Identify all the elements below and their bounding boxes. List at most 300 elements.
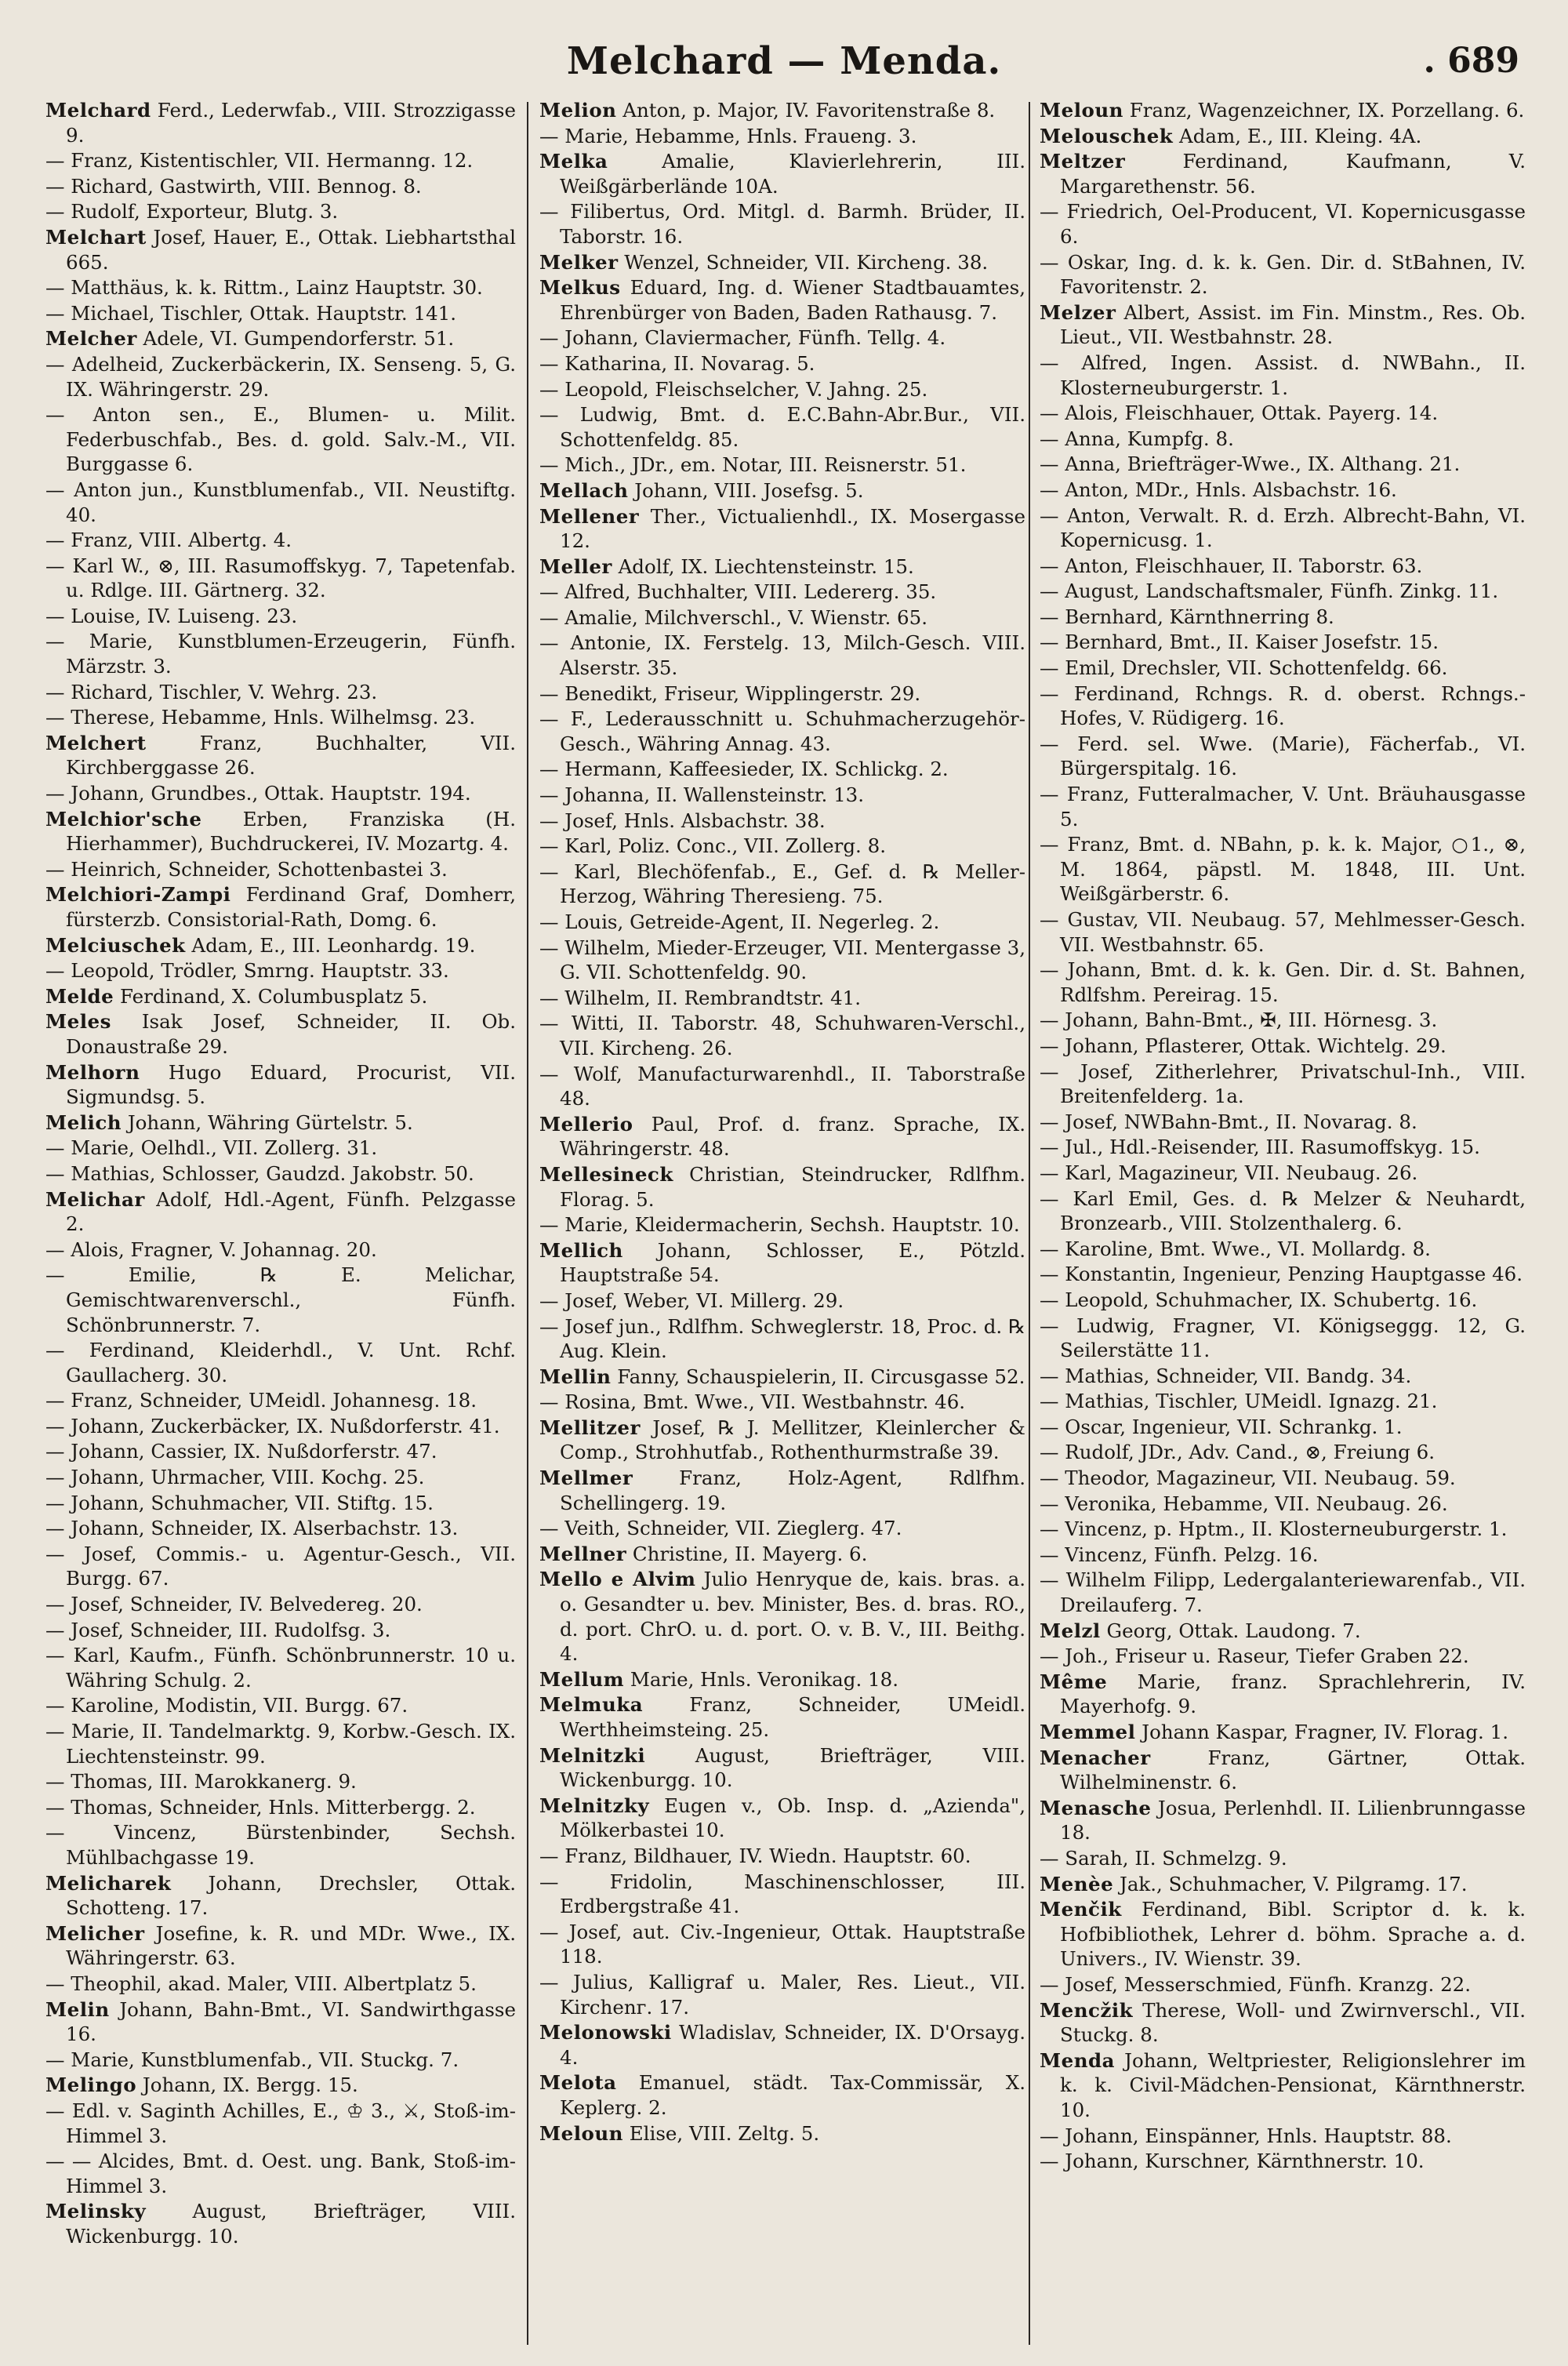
entry-text: Ferdinand, Bibl. Scriptor d. k. k. Hofbibliothek, Lehrer d. böhm. Sprache a. d. Univers., IV. Wienstr. 39. xyxy=(1060,1898,1526,1971)
directory-entry xyxy=(45,1871,516,1921)
entry-text: Ther., Victualienhdl., IX. Mosergasse 12. xyxy=(560,504,1025,553)
entry-text: — Hermann, Kaffeesieder, IX. Schlickg. 2. xyxy=(539,758,949,781)
directory-entry xyxy=(45,705,516,730)
directory-entry xyxy=(45,1542,516,1591)
entry-text: — Thomas, III. Marokkanerg. 9. xyxy=(45,1770,357,1794)
entry-text: — Jul., Hdl.-Reisender, III. Rasumoffskyg. 15. xyxy=(1040,1136,1480,1159)
entry-text: — Josef, aut. Civ.-Ingenieur, Ottak. Hauptstraße 118. xyxy=(539,1920,1025,1968)
entry-text: — Marie, Kunstblumen-Erzeugerin, Fünfh. Märzstr. 3. xyxy=(45,630,516,678)
entry-surname: Mellmer xyxy=(539,1466,633,1490)
entry-text: — Karl, Poliz. Conc., VII. Zollerg. 8. xyxy=(539,834,886,858)
directory-entry xyxy=(45,1972,516,1997)
entry-text: Albert, Assist. im Fin. Minstm., Res. Ob. Lieut., VII. Westbahnstr. 28. xyxy=(1060,300,1526,349)
column-left xyxy=(45,98,516,2349)
entry-surname: Melich xyxy=(45,1110,122,1134)
entry-surname: Menacher xyxy=(1040,1746,1151,1769)
directory-entry xyxy=(539,936,1025,985)
directory-entry xyxy=(45,1618,516,1643)
directory-entry xyxy=(539,757,1025,782)
entry-text: — Josef, Zitherlehrer, Privatschul-Inh., VIII. Breitenfelderg. 1a. xyxy=(1040,1059,1526,1108)
directory-entry xyxy=(1040,98,1526,123)
entry-surname: Mellach xyxy=(539,478,629,502)
directory-entry xyxy=(45,225,516,274)
directory-entry xyxy=(45,680,516,705)
entry-text: Eugen v., Ob. Insp. d. „Azienda", Mölkerbastei 10. xyxy=(560,1794,1025,1842)
directory-entry xyxy=(539,1542,1025,1567)
entry-text: Georg, Ottak. Laudong. 7. xyxy=(1100,1619,1361,1642)
directory-entry xyxy=(1040,2149,1526,2174)
directory-entry xyxy=(45,1491,516,1516)
entry-text: — Johann, Claviermacher, Fünfh. Tellg. 4. xyxy=(539,326,946,350)
entry-surname: Melinsky xyxy=(45,2200,147,2223)
entry-text: — Franz, Bmt. d. NBahn, p. k. k. Major, ○1., ⊗, M. 1864, päpstl. M. 1848, III. Unt. Weißgärberstr. 6. xyxy=(1040,833,1526,906)
column-divider xyxy=(1029,102,1030,2345)
directory-entry xyxy=(45,1238,516,1263)
entry-text: — Sarah, II. Schmelzg. 9. xyxy=(1040,1846,1287,1870)
directory-entry xyxy=(539,98,1025,123)
entry-surname: Melhorn xyxy=(45,1060,140,1084)
entry-text: — Marie, Kleidermacherin, Sechsh. Hauptstr. 10. xyxy=(539,1213,1020,1237)
entry-text: — Michael, Tischler, Ottak. Hauptstr. 141. xyxy=(45,301,457,325)
entry-surname: Meles xyxy=(45,1010,111,1034)
directory-entry xyxy=(1040,782,1526,831)
entry-text: — Gustav, VII. Neubaug. 57, Mehlmesser-Gesch. VII. Westbahnstr. 65. xyxy=(1040,908,1526,956)
entry-surname: Melchert xyxy=(45,731,147,754)
entry-text: — Leopold, Fleischselcher, V. Jahng. 25. xyxy=(539,377,928,401)
entry-text: — Rudolf, Exporteur, Blutg. 3. xyxy=(45,200,339,224)
entry-surname: Melion xyxy=(539,99,617,122)
directory-entry xyxy=(539,1162,1025,1212)
entry-text: Johann, IX. Bergg. 15. xyxy=(136,2073,358,2097)
entry-text: — Alfred, Ingen. Assist. d. NWBahn., II. Klosterneuburgerstr. 1. xyxy=(1040,351,1526,399)
directory-entry xyxy=(539,504,1025,554)
entry-surname: Mellesineck xyxy=(539,1162,673,1186)
entry-text: — Veronika, Hebamme, VII. Neubaug. 26. xyxy=(1040,1492,1448,1515)
directory-entry xyxy=(1040,1543,1526,1568)
directory-entry xyxy=(539,783,1025,808)
directory-entry xyxy=(1040,1720,1526,1745)
directory-entry xyxy=(45,1388,516,1413)
directory-entry xyxy=(45,275,516,300)
directory-entry xyxy=(1040,732,1526,781)
directory-entry xyxy=(1040,351,1526,400)
entry-text: — Franz, VIII. Albertg. 4. xyxy=(45,529,292,552)
entry-surname: Melichar xyxy=(45,1187,145,1211)
directory-entry xyxy=(539,1390,1025,1415)
entry-text: Hugo Eduard, Procurist, VII. Sigmundsg. 5. xyxy=(66,1060,516,1109)
entry-text: — Ludwig, Fragner, VI. Königseggg. 12, G. Seilerstätte 11. xyxy=(1040,1314,1526,1362)
directory-entry xyxy=(1040,1466,1526,1491)
directory-entry xyxy=(45,1136,516,1161)
entry-text: — Ferd. sel. Wwe. (Marie), Fächerfab., VI. Bürgerspitalg. 16. xyxy=(1040,732,1526,780)
directory-entry xyxy=(1040,1872,1526,1897)
page-number: . 689 xyxy=(1423,41,1519,81)
entry-surname: Melzer xyxy=(1040,300,1116,324)
entry-surname: Memmel xyxy=(1040,1721,1136,1743)
entry-text: Marie, franz. Sprachlehrerin, IV. Mayerhofg. 9. xyxy=(1060,1670,1526,1718)
entry-text: — Heinrich, Schneider, Schottenbastei 3. xyxy=(45,857,448,881)
entry-text: — Friedrich, Oel-Producent, VI. Kopernicusgasse 6. xyxy=(1040,200,1526,248)
directory-entry xyxy=(539,124,1025,149)
entry-surname: Même xyxy=(1040,1670,1108,1693)
directory-entry xyxy=(45,326,516,351)
entry-text: — Wilhelm, II. Rembrandtstr. 41. xyxy=(539,986,862,1009)
directory-entry xyxy=(1040,605,1526,630)
entry-surname: Melka xyxy=(539,150,608,173)
directory-entry xyxy=(1040,1517,1526,1542)
directory-entry xyxy=(539,1212,1025,1238)
entry-text: Elise, VIII. Zeltg. 5. xyxy=(622,2121,820,2145)
entry-text: — Karl, Blechöfenfab., E., Gef. d. ℞ Meller-Herzog, Währing Theresieng. 75. xyxy=(539,860,1025,908)
directory-entry xyxy=(539,199,1025,249)
directory-entry xyxy=(45,1643,516,1692)
entry-text: — Anton, Verwalt. R. d. Erzh. Albrecht-Bahn, VI. Kopernicusg. 1. xyxy=(1040,503,1526,552)
entry-text: — Emil, Drechsler, VII. Schottenfeldg. 66. xyxy=(1040,656,1448,680)
entry-text: Paul, Prof. d. franz. Sprache, IX. Währingerstr. 48. xyxy=(560,1112,1025,1161)
directory-entry xyxy=(45,1263,516,1337)
entry-surname: Meloun xyxy=(1040,99,1123,122)
entry-text: — Fridolin, Maschinenschlosser, III. Erdbergstraße 41. xyxy=(539,1870,1025,1918)
entry-text: — Bernhard, Bmt., II. Kaiser Josefstr. 15. xyxy=(1040,631,1439,654)
entry-text: Franz, Buchhalter, VII. Kirchberggasse 26. xyxy=(66,731,516,780)
entry-text: Johann Kaspar, Fragner, IV. Florag. 1. xyxy=(1135,1721,1508,1743)
entry-text: — — Alcides, Bmt. d. Oest. ung. Bank, Stoß-im-Himmel 3. xyxy=(45,2150,516,2197)
directory-entry xyxy=(1040,250,1526,300)
directory-entry xyxy=(45,1187,516,1237)
entry-surname: Menčik xyxy=(1040,1898,1122,1921)
directory-entry xyxy=(45,1769,516,1794)
entry-text: Fanny, Schauspielerin, II. Circusgasse 52. xyxy=(611,1365,1025,1388)
entry-text: Isak Josef, Schneider, II. Ob. Donaustraße 29. xyxy=(66,1010,516,1058)
entry-text: — Anton jun., Kunstblumenfab., VII. Neustiftg. 40. xyxy=(45,478,516,526)
entry-text: Adolf, IX. Liechtensteinstr. 15. xyxy=(612,554,914,578)
entry-text: Josef, ℞ J. Mellitzer, Kleinlercher & Comp., Strohhutfab., Rothenthurmstraße 39. xyxy=(560,1416,1025,1464)
entry-surname: Melchart xyxy=(45,225,147,249)
entry-text: — Vincenz, Bürstenbinder, Sechsh. Mühlbachgasse 19. xyxy=(45,1821,516,1869)
directory-entry xyxy=(45,1009,516,1059)
entry-surname: Melnitzky xyxy=(539,1794,650,1817)
directory-entry xyxy=(539,1794,1025,1843)
directory-entry xyxy=(1040,907,1526,957)
entry-text: — Alois, Fragner, V. Johannag. 20. xyxy=(45,1238,377,1261)
directory-entry xyxy=(539,1314,1025,1364)
directory-entry xyxy=(45,807,516,856)
entry-surname: Meloun xyxy=(539,2121,623,2145)
directory-entry xyxy=(45,2099,516,2148)
entry-text: — Ferdinand, Rchngs. R. d. oberst. Rchngs.-Hofes, V. Rüdigerg. 16. xyxy=(1040,681,1526,730)
directory-entry xyxy=(539,452,1025,478)
directory-entry xyxy=(1040,1998,1526,2048)
directory-entry xyxy=(45,402,516,477)
directory-entry xyxy=(45,857,516,882)
entry-surname: Mellner xyxy=(539,1542,627,1565)
entry-text: — Karl, Kaufm., Fünfh. Schönbrunnerstr. 10 u. Währing Schulg. 2. xyxy=(45,1644,516,1692)
entry-text: Adele, VI. Gumpendorferstr. 51. xyxy=(136,327,455,351)
entry-surname: Menèe xyxy=(1040,1872,1114,1895)
directory-entry xyxy=(45,2073,516,2098)
directory-entry xyxy=(539,1365,1025,1390)
entry-text: Johann, Schlosser, E., Pötzld. Hauptstraße 54. xyxy=(560,1238,1025,1287)
directory-entry xyxy=(1040,124,1526,149)
directory-entry xyxy=(1040,401,1526,426)
entry-text: August, Briefträger, VIII. Wickenburgg. 10. xyxy=(560,1743,1025,1792)
entry-text: — Mathias, Schneider, VII. Bandg. 34. xyxy=(1040,1364,1412,1387)
directory-entry xyxy=(539,1567,1025,1666)
directory-entry xyxy=(1040,1110,1526,1135)
directory-entry xyxy=(45,1719,516,1768)
column-middle xyxy=(539,98,1025,2349)
directory-entry xyxy=(539,402,1025,452)
directory-entry xyxy=(1040,1846,1526,1871)
directory-entry xyxy=(539,1844,1025,1869)
entry-surname: Melingo xyxy=(45,2073,137,2097)
entry-text: — Mathias, Schlosser, Gaudzd. Jakobstr. 50. xyxy=(45,1161,474,1185)
directory-entry xyxy=(1040,1972,1526,1997)
directory-entry xyxy=(45,731,516,780)
entry-text: Adam, E., III. Kleing. 4A. xyxy=(1173,124,1422,147)
directory-entry xyxy=(45,1439,516,1464)
directory-entry xyxy=(1040,1619,1526,1644)
entry-text: — Ludwig, Bmt. d. E.C.Bahn-Abr.Bur., VII. Schottenfeldg. 85. xyxy=(539,403,1025,451)
directory-entry xyxy=(45,933,516,958)
entry-surname: Melouschek xyxy=(1040,124,1174,147)
entry-text: Christian, Steindrucker, Rdlfhm. Florag. 5. xyxy=(560,1162,1025,1211)
directory-entry xyxy=(1040,478,1526,503)
entry-text: Johann, Bahn-Bmt., VI. Sandwirthgasse 16. xyxy=(66,1997,516,2046)
page-title: Melchard — Menda. xyxy=(566,39,1002,83)
entry-text: — Johann, Cassier, IX. Nußdorferstr. 47. xyxy=(45,1440,437,1463)
entry-text: — Marie, II. Tandelmarktg. 9, Korbw.-Gesch. IX. Liechtensteinstr. 99. xyxy=(45,1720,516,1768)
entry-surname: Melmuka xyxy=(539,1693,644,1717)
entry-text: — Louis, Getreide-Agent, II. Negerleg. 2. xyxy=(539,910,940,933)
column-right xyxy=(1040,98,1526,2349)
directory-entry xyxy=(1040,1288,1526,1313)
directory-entry xyxy=(1040,452,1526,477)
entry-text: Ferd., Lederwfab., VIII. Strozzigasse 9. xyxy=(66,99,516,147)
entry-text: Amalie, Klavierlehrerin, III. Weißgärberlände 10A. xyxy=(560,150,1025,198)
directory-entry xyxy=(539,1062,1025,1111)
entry-text: — Josef, Messerschmied, Fünfh. Kranzg. 22. xyxy=(1040,1972,1472,1996)
directory-entry xyxy=(1040,1492,1526,1517)
entry-text: — Karoline, Bmt. Wwe., VI. Mollardg. 8. xyxy=(1040,1237,1431,1260)
entry-surname: Menda xyxy=(1040,2048,1116,2072)
directory-entry xyxy=(1040,1237,1526,1262)
directory-entry xyxy=(539,1416,1025,1465)
directory-entry xyxy=(1040,832,1526,907)
entry-text: — Konstantin, Ingenieur, Penzing Hauptgasse 46. xyxy=(1040,1263,1523,1286)
directory-entry xyxy=(539,1011,1025,1060)
entry-text: — Josef jun., Rdlfhm. Schweglerstr. 18, Proc. d. ℞ Aug. Klein. xyxy=(539,1314,1025,1363)
entry-text: — Rosina, Bmt. Wwe., VII. Westbahnstr. 46. xyxy=(539,1390,966,1414)
entry-text: — Johann, Zuckerbäcker, IX. Nußdorferstr. 41. xyxy=(45,1414,500,1437)
directory-entry xyxy=(45,478,516,527)
directory-entry xyxy=(45,1414,516,1439)
entry-surname: Menasche xyxy=(1040,1796,1152,1819)
entry-surname: Melin xyxy=(45,1997,110,2021)
directory-entry xyxy=(1040,1314,1526,1363)
entry-text: — Mich., JDr., em. Notar, III. Reisnerstr. 51. xyxy=(539,453,967,477)
directory-entry xyxy=(1040,630,1526,655)
column-divider xyxy=(527,102,528,2345)
directory-entry xyxy=(1040,2124,1526,2149)
entry-text: Johann, VIII. Josefsg. 5. xyxy=(628,478,864,502)
entry-text: — Thomas, Schneider, Hnls. Mitterbergg. 2. xyxy=(45,1795,476,1819)
entry-text: Franz, Schneider, UMeidl. Werthheimsteing. 25. xyxy=(560,1693,1025,1741)
entry-text: — Johann, Grundbes., Ottak. Hauptstr. 194. xyxy=(45,782,471,805)
directory-entry xyxy=(539,1692,1025,1742)
entry-text: — Josef, Schneider, IV. Belvedereg. 20. xyxy=(45,1593,423,1616)
entry-text: — Rudolf, JDr., Adv. Cand., ⊗, Freiung 6. xyxy=(1040,1441,1436,1464)
entry-text: Johann, Weltpriester, Religionslehrer im k. k. Civil-Mädchen-Pensionat, Kärnthnerstr. 10. xyxy=(1060,2048,1526,2121)
directory-entry xyxy=(539,1516,1025,1541)
entry-surname: Mencžik xyxy=(1040,1998,1134,2022)
directory-entry xyxy=(539,809,1025,834)
entry-surname: Melota xyxy=(539,2071,617,2095)
directory-entry xyxy=(539,351,1025,376)
directory-entry xyxy=(539,1667,1025,1692)
entry-text: — Josef, Schneider, III. Rudolfsg. 3. xyxy=(45,1618,391,1641)
entry-surname: Melonowski xyxy=(539,2021,672,2044)
directory-entry xyxy=(45,882,516,932)
entry-text: Wenzel, Schneider, VII. Kircheng. 38. xyxy=(618,250,989,274)
entry-surname: Melicharek xyxy=(45,1871,172,1895)
directory-entry xyxy=(1040,1187,1526,1236)
directory-entry xyxy=(45,98,516,147)
entry-text: — Ferdinand, Kleiderhdl., V. Unt. Rchf. Gaullacherg. 30. xyxy=(45,1339,516,1387)
entry-text: — Adelheid, Zuckerbäckerin, IX. Sensеng. 5, G. IX. Währingerstr. 29. xyxy=(45,352,516,401)
entry-text: Wladislav, Schneider, IX. D'Orsayg. 4. xyxy=(560,2021,1025,2069)
entry-text: — Therese, Hebamme, Hnls. Wilhelmsg. 23. xyxy=(45,706,476,729)
directory-entry xyxy=(539,681,1025,707)
entry-text: — Wilhelm, Mieder-Erzeuger, VII. Mentergasse 3, G. VII. Schottenfeldg. 90. xyxy=(539,936,1025,984)
directory-entry xyxy=(539,554,1025,580)
directory-entry xyxy=(1040,1796,1526,1845)
directory-entry xyxy=(1040,958,1526,1007)
directory-entry xyxy=(539,910,1025,935)
entry-text: Marie, Hnls. Veronikag. 18. xyxy=(624,1667,898,1691)
directory-entry xyxy=(539,1870,1025,1919)
entry-surname: Melcher xyxy=(45,327,137,351)
directory-entry xyxy=(45,528,516,553)
directory-entry xyxy=(539,580,1025,605)
entry-text: — Anna, Kumpfg. 8. xyxy=(1040,427,1234,450)
entry-text: — Vincenz, p. Hptm., II. Klosterneuburgerstr. 1. xyxy=(1040,1517,1508,1541)
entry-text: — Marie, Hebamme, Hnls. Fraueng. 3. xyxy=(539,124,917,147)
directory-entry xyxy=(1040,1262,1526,1287)
entry-text: — Benedikt, Friseur, Wipplingerstr. 29. xyxy=(539,681,921,705)
entry-text: — Karl W., ⊗, III. Rasumoffskyg. 7, Tapetenfab. u. Rdlge. III. Gärtnerg. 32. xyxy=(45,554,516,602)
entry-text: — Joh., Friseur u. Raseur, Tiefer Graben 22. xyxy=(1040,1645,1469,1668)
directory-entry xyxy=(1040,1389,1526,1414)
directory-entry xyxy=(1040,1161,1526,1186)
entry-text: — Oscar, Ingenieur, VII. Schrankg. 1. xyxy=(1040,1415,1403,1438)
directory-entry xyxy=(539,1112,1025,1161)
entry-text: — Johann, Schuhmacher, VII. Stiftg. 15. xyxy=(45,1491,434,1514)
directory-entry xyxy=(45,1592,516,1617)
entry-text: Ferdinand, Kaufmann, V. Margarethenstr. 56. xyxy=(1060,150,1526,198)
directory-entry xyxy=(45,1921,516,1971)
entry-text: — Franz, Schneider, UMeidl. Johannesg. 18. xyxy=(45,1389,477,1412)
entry-text: — Anton sen., E., Blumen- u. Milit. Federbuschfab., Bes. d. gold. Salv.-M., VII. Burggasse 6. xyxy=(45,403,516,476)
directory-entry xyxy=(45,301,516,326)
entry-surname: Mellitzer xyxy=(539,1416,641,1439)
entry-text: — Wolf, Manufacturwarenhdl., II. Taborstraße 48. xyxy=(539,1062,1025,1110)
directory-entry xyxy=(1040,579,1526,604)
directory-entry xyxy=(45,1820,516,1870)
entry-text: Erben, Franziska (H. Hierhammer), Buchdruckerei, IV. Mozartg. 4. xyxy=(66,807,516,856)
directory-entry xyxy=(45,1338,516,1387)
entry-text: — Emilie, ℞ E. Melichar, Gemischtwarenverschl., Fünfh. Schönbrunnerstr. 7. xyxy=(45,1263,516,1336)
entry-text: Josefine, k. R. und MDr. Wwe., IX. Währingerstr. 63. xyxy=(66,1921,516,1970)
entry-surname: Mellener xyxy=(539,504,640,528)
directory-entry xyxy=(539,986,1025,1011)
directory-entry xyxy=(45,1060,516,1110)
entry-text: — Leopold, Trödler, Smrng. Hauptstr. 33. xyxy=(45,959,449,983)
entry-text: Ferdinand Graf, Domherr, fürsterzb. Consistorial-Rath, Domg. 6. xyxy=(66,883,516,931)
directory-entry xyxy=(1040,1670,1526,1719)
directory-entry xyxy=(1040,2048,1526,2123)
entry-text: — Anton, MDr., Hnls. Alsbachstr. 16. xyxy=(1040,478,1397,501)
entry-text: — Karl, Magazineur, VII. Neubaug. 26. xyxy=(1040,1161,1418,1184)
directory-entry xyxy=(1040,681,1526,731)
directory-entry xyxy=(1040,554,1526,579)
directory-entry xyxy=(539,377,1025,402)
directory-entry xyxy=(539,1743,1025,1793)
entry-text: — Alfred, Buchhalter, VIII. Ledererg. 35. xyxy=(539,580,937,604)
entry-text: — Veith, Schneider, VII. Zieglerg. 47. xyxy=(539,1517,902,1540)
entry-text: Eduard, Ing. d. Wiener Stadtbauamtes, Ehrenbürger von Baden, Baden Rathausg. 7. xyxy=(560,276,1025,324)
directory-entry xyxy=(539,707,1025,756)
directory-entry xyxy=(45,1110,516,1136)
directory-entry xyxy=(45,174,516,199)
entry-surname: Mellum xyxy=(539,1667,625,1691)
directory-entry xyxy=(539,2121,1025,2146)
entry-text: — Josef, NWBahn-Bmt., II. Novarag. 8. xyxy=(1040,1110,1417,1133)
directory-entry xyxy=(45,199,516,224)
entry-text: — Alois, Fleischhauer, Ottak. Payerg. 14. xyxy=(1040,402,1439,425)
entry-text: August, Briefträger, VIII. Wickenburgg. 10. xyxy=(66,2200,516,2248)
directory-entry xyxy=(1040,199,1526,249)
entry-surname: Melnitzki xyxy=(539,1743,646,1767)
directory-entry xyxy=(539,2070,1025,2120)
entry-text: — Filibertus, Ord. Mitgl. d. Barmh. Brüder, II. Taborstr. 16. xyxy=(539,200,1025,248)
entry-text: Anton, p. Major, IV. Favoritenstraße 8. xyxy=(616,99,996,122)
entry-text: — Edl. v. Saginth Achilles, E., ♔ 3., ⚔, Stoß-im-Himmel 3. xyxy=(45,2099,516,2147)
entry-text: — Bernhard, Kärnthnerring 8. xyxy=(1040,605,1334,628)
entry-text: — Antonie, IX. Ferstelg. 13, Milch-Gesch. VIII. Alserstr. 35. xyxy=(539,631,1025,680)
entry-text: — Louise, IV. Luiseng. 23. xyxy=(45,604,298,627)
directory-entry xyxy=(45,352,516,402)
directory-entry xyxy=(539,250,1025,275)
entry-text: — Johann, Pflasterer, Ottak. Wichtelg. 29. xyxy=(1040,1034,1446,1057)
directory-entry xyxy=(539,2020,1025,2070)
entry-surname: Melciuschek xyxy=(45,933,186,957)
directory-entry xyxy=(45,629,516,678)
entry-text: Adolf, Hdl.-Agent, Fünfh. Pelzgasse 2. xyxy=(66,1187,516,1236)
entry-text: — Amalie, Milchverschl., V. Wienstr. 65. xyxy=(539,605,927,629)
entry-text: Emanuel, städt. Tax-Commissär, X. Keplerg. 2. xyxy=(560,2071,1025,2119)
directory-entry xyxy=(1040,1440,1526,1465)
entry-text: Franz, Wagenzeichner, IX. Porzellang. 6. xyxy=(1123,99,1525,122)
entry-text: — Mathias, Tischler, UMeidl. Ignazg. 21. xyxy=(1040,1390,1438,1413)
entry-text: — Johann, Schneider, IX. Alserbachstr. 13. xyxy=(45,1517,459,1540)
entry-text: — Theophil, akad. Maler, VIII. Albertplatz 5. xyxy=(45,1972,477,1995)
entry-text: — Marie, Oelhdl., VII. Zollerg. 31. xyxy=(45,1136,378,1160)
entry-text: — Johann, Bahn-Bmt., ✠, III. Hörnesg. 3. xyxy=(1040,1009,1438,1032)
entry-text: — Franz, Kistentischler, VII. Hermanng. 12. xyxy=(45,149,474,173)
entry-text: — Richard, Tischler, V. Wehrg. 23. xyxy=(45,680,378,703)
directory-entry xyxy=(539,1238,1025,1288)
